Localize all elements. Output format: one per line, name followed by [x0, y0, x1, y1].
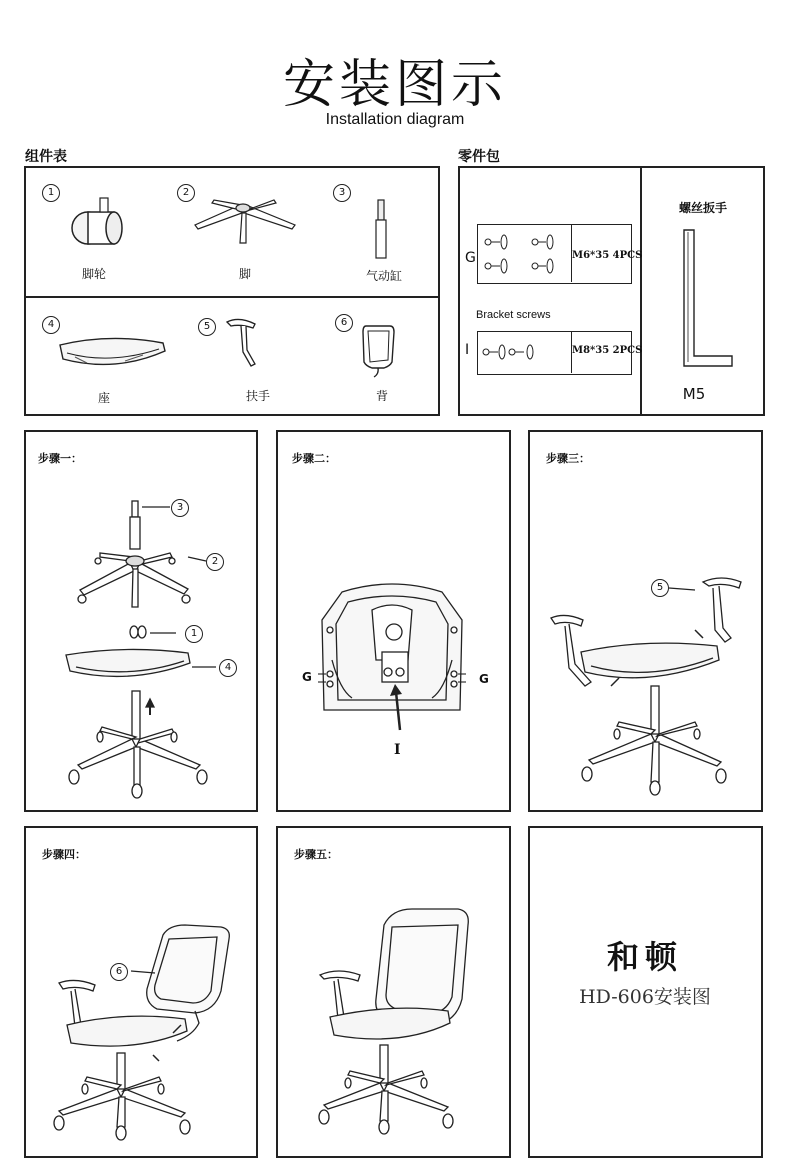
step-1-callout: 2	[206, 553, 224, 571]
page-subtitle: Installation diagram	[325, 111, 465, 128]
brand-name: 和顿	[606, 938, 683, 976]
component-number: 5	[198, 318, 216, 336]
screw-icon	[480, 230, 570, 280]
step-5-label: 步骤五：	[294, 848, 338, 861]
i-screw-spec: M8*35 2PCS	[572, 345, 643, 356]
component-label-back: 背	[375, 389, 388, 403]
armrest-icon	[225, 316, 265, 376]
g-screw-letter: G	[465, 250, 476, 266]
step-1-callout: 1	[185, 625, 203, 643]
step-2-i-mark: I	[394, 742, 401, 758]
component-number: 6	[335, 314, 353, 332]
bracket-screws-label: Bracket screws	[476, 309, 551, 321]
gas-cylinder-icon	[372, 198, 392, 260]
step-1-exploded-view	[60, 495, 250, 805]
step-2-g-mark-right: G	[479, 672, 489, 686]
step-3-callout: 5	[651, 579, 669, 597]
component-label-armrest: 扶手	[245, 389, 270, 403]
component-number: 4	[42, 316, 60, 334]
step-4-label: 步骤四：	[42, 848, 86, 861]
wrench-label: 螺丝扳手	[678, 201, 727, 215]
component-label-seat: 座	[97, 391, 110, 405]
component-label-base: 脚	[238, 267, 251, 281]
step-3-armrest-assembly	[545, 570, 755, 805]
component-number: 2	[177, 184, 195, 202]
bolt-icon	[480, 340, 570, 366]
g-screw-spec: M6*35 4PCS	[572, 250, 643, 261]
step-1-callout: 4	[219, 659, 237, 677]
step-2-seat-underside	[312, 580, 472, 740]
step-1-label: 步骤一：	[38, 452, 82, 465]
step-4-backrest-assembly	[45, 915, 245, 1145]
component-number: 3	[333, 184, 351, 202]
components-divider	[26, 296, 438, 298]
step-2-g-mark-left: G	[302, 670, 312, 684]
step-2-label: 步骤二：	[292, 452, 336, 465]
seat-icon	[55, 335, 170, 375]
component-label-caster: 脚轮	[81, 267, 106, 281]
caster-icon	[60, 190, 130, 260]
step-3-label: 步骤三：	[546, 452, 590, 465]
base-icon	[190, 195, 300, 250]
parts-label: 零件包	[458, 149, 500, 165]
component-label-gas-cylinder: 气动缸	[365, 269, 402, 283]
brand-model: HD-606安装图	[579, 986, 711, 1008]
allen-wrench-icon	[680, 228, 740, 378]
backrest-icon	[360, 322, 396, 378]
components-label: 组件表	[25, 149, 67, 165]
step-4-callout: 6	[110, 963, 128, 981]
wrench-size: M5	[682, 385, 706, 403]
step-5-finished-chair	[312, 905, 492, 1145]
component-number: 1	[42, 184, 60, 202]
page-title: 安装图示	[282, 55, 507, 115]
step-1-callout: 3	[171, 499, 189, 517]
parts-divider	[640, 168, 642, 414]
i-screw-letter: I	[465, 342, 470, 358]
